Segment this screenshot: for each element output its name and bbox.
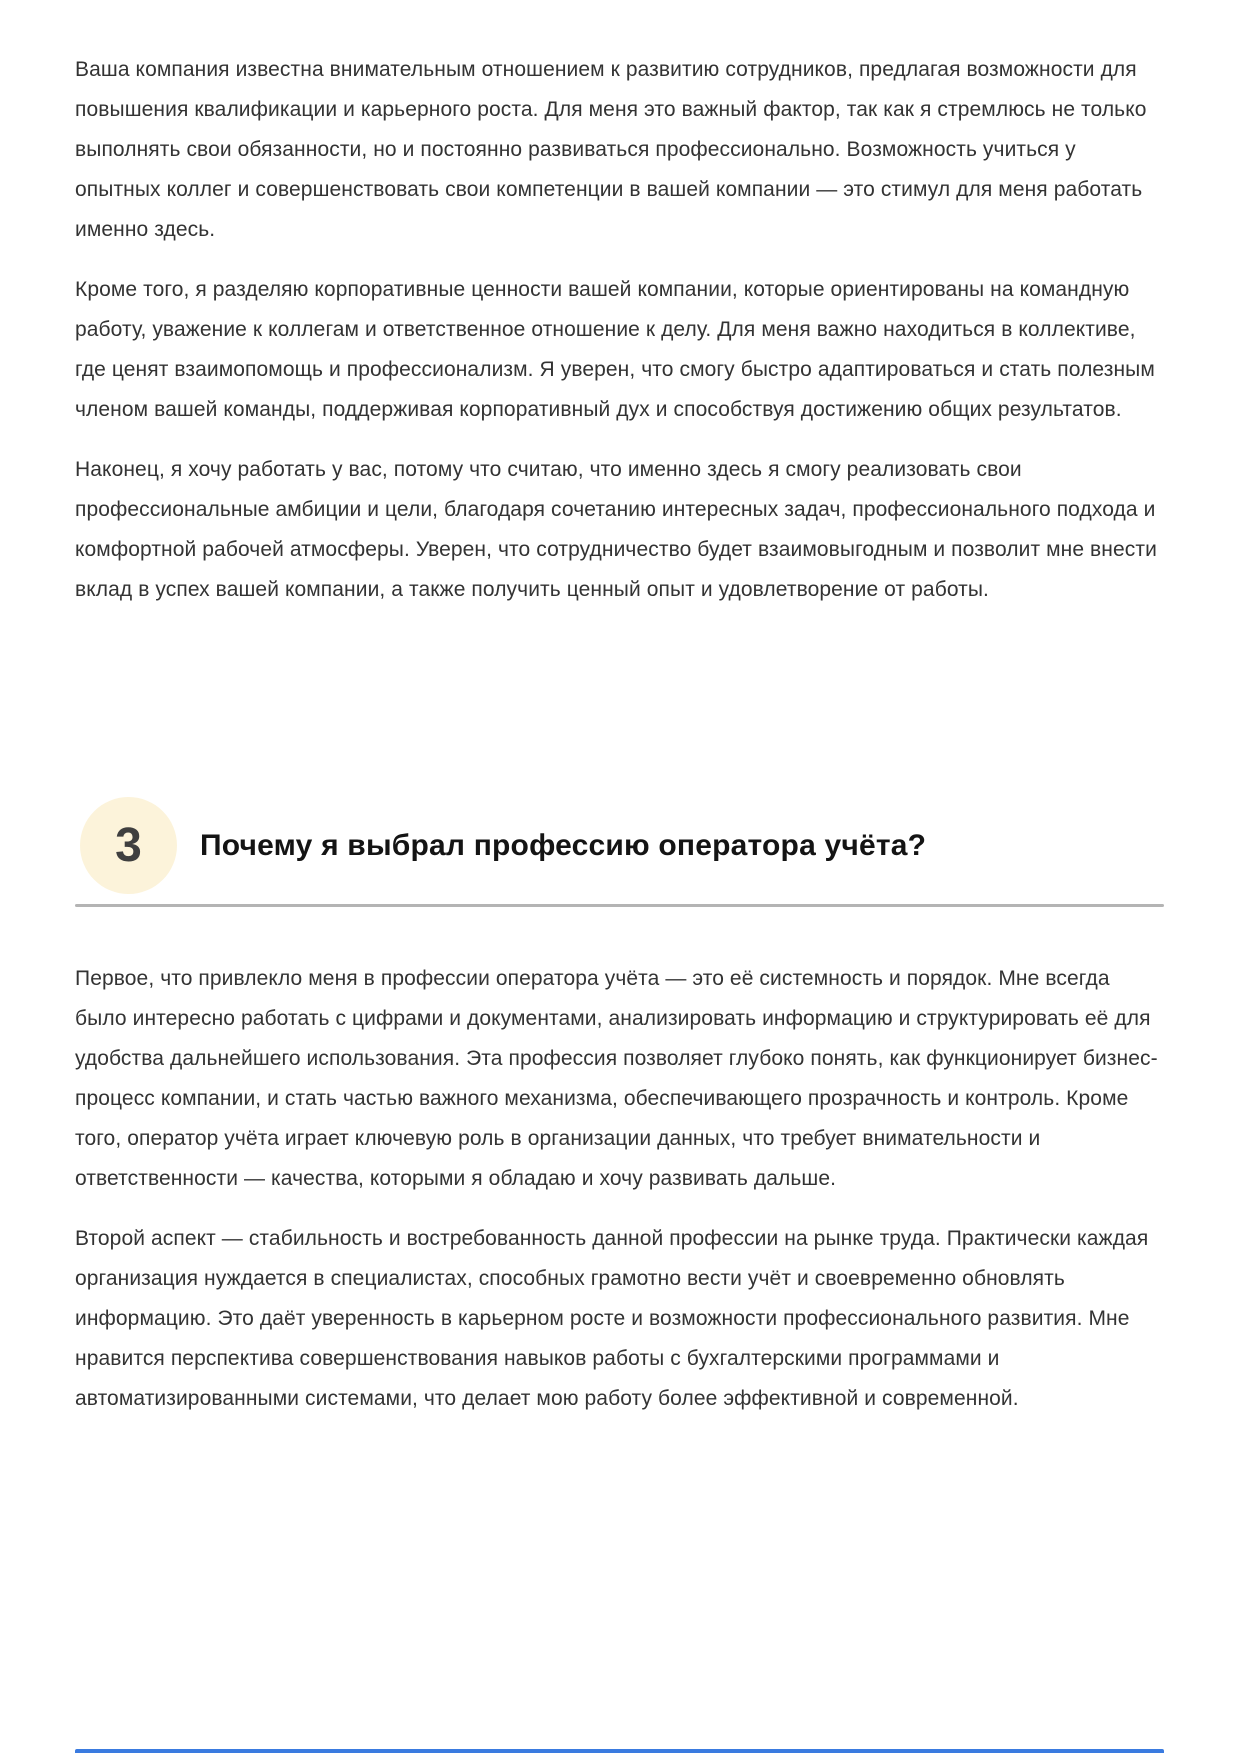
section-header [75, 797, 1164, 894]
intro-paragraph-2: Кроме того, я разделяю корпоративные ценности вашей компании, которые ориентированы на командную работу, уважение к коллегам и ответственное отношение к делу. Для меня важно находиться в коллективе, где ценят взаимопомощь и профессионализм. Я уверен, что смогу быстро адаптироваться и стать полезным членом вашей команды, поддерживая корпоративный дух и способствуя достижению общих результатов. [75, 278, 1155, 421]
intro-paragraph-1: Ваша компания известна внимательным отношением к развитию сотрудников, предлагая возможности для повышения квалификации и карьерного роста. Для меня это важный фактор, так как я стремлюсь не только выполнять свои обязанности, но и постоянно развиваться профессионально. Возможность учиться у опытных коллег и совершенствовать свои компетенции в вашей компании — это стимул для меня работать именно здесь. [75, 58, 1147, 241]
section-number-badge [80, 797, 177, 894]
section-paragraph-2: Второй аспект — стабильность и востребованность данной профессии на рынке труда. Практически каждая организация нуждается в специалистах, способных грамотно вести учёт и своевременно обновлять информацию. Это даёт уверенность в карьерном росте и возможности профессионального развития. Мне нравится перспектива совершенствования навыков работы с бухгалтерскими программами и автоматизированными системами, что делает мою работу более эффективной и современной. [75, 1227, 1149, 1410]
section-title: Почему я выбрал профессию оператора учёта? [200, 828, 927, 862]
section-paragraph-1: Первое, что привлекло меня в профессии оператора учёта — это её системность и порядок. Мне всегда было интересно работать с цифрами и документами, анализировать информацию и структурировать её для удобства дальнейшего использования. Эта профессия позволяет глубоко понять, как функционирует бизнес-процесс компании, и стать частью важного механизма, обеспечивающего прозрачность и контроль. Кроме того, оператор учёта играет ключевую роль в организации данных, что требует внимательности и ответственности — качества, которыми я обладаю и хочу развивать дальше. [75, 967, 1158, 1190]
section-number: 3 [115, 818, 142, 872]
section-divider-rule [75, 904, 1164, 907]
intro-paragraph-3: Наконец, я хочу работать у вас, потому что считаю, что именно здесь я смогу реализовать свои профессиональные амбиции и цели, благодаря сочетанию интересных задач, профессионального подхода и комфортной рабочей атмосферы. Уверен, что сотрудничество будет взаимовыгодным и позволит мне внести вклад в успех вашей компании, а также получить ценный опыт и удовлетворение от работы. [75, 458, 1157, 601]
next-block-accent-bar [75, 1749, 1164, 1753]
